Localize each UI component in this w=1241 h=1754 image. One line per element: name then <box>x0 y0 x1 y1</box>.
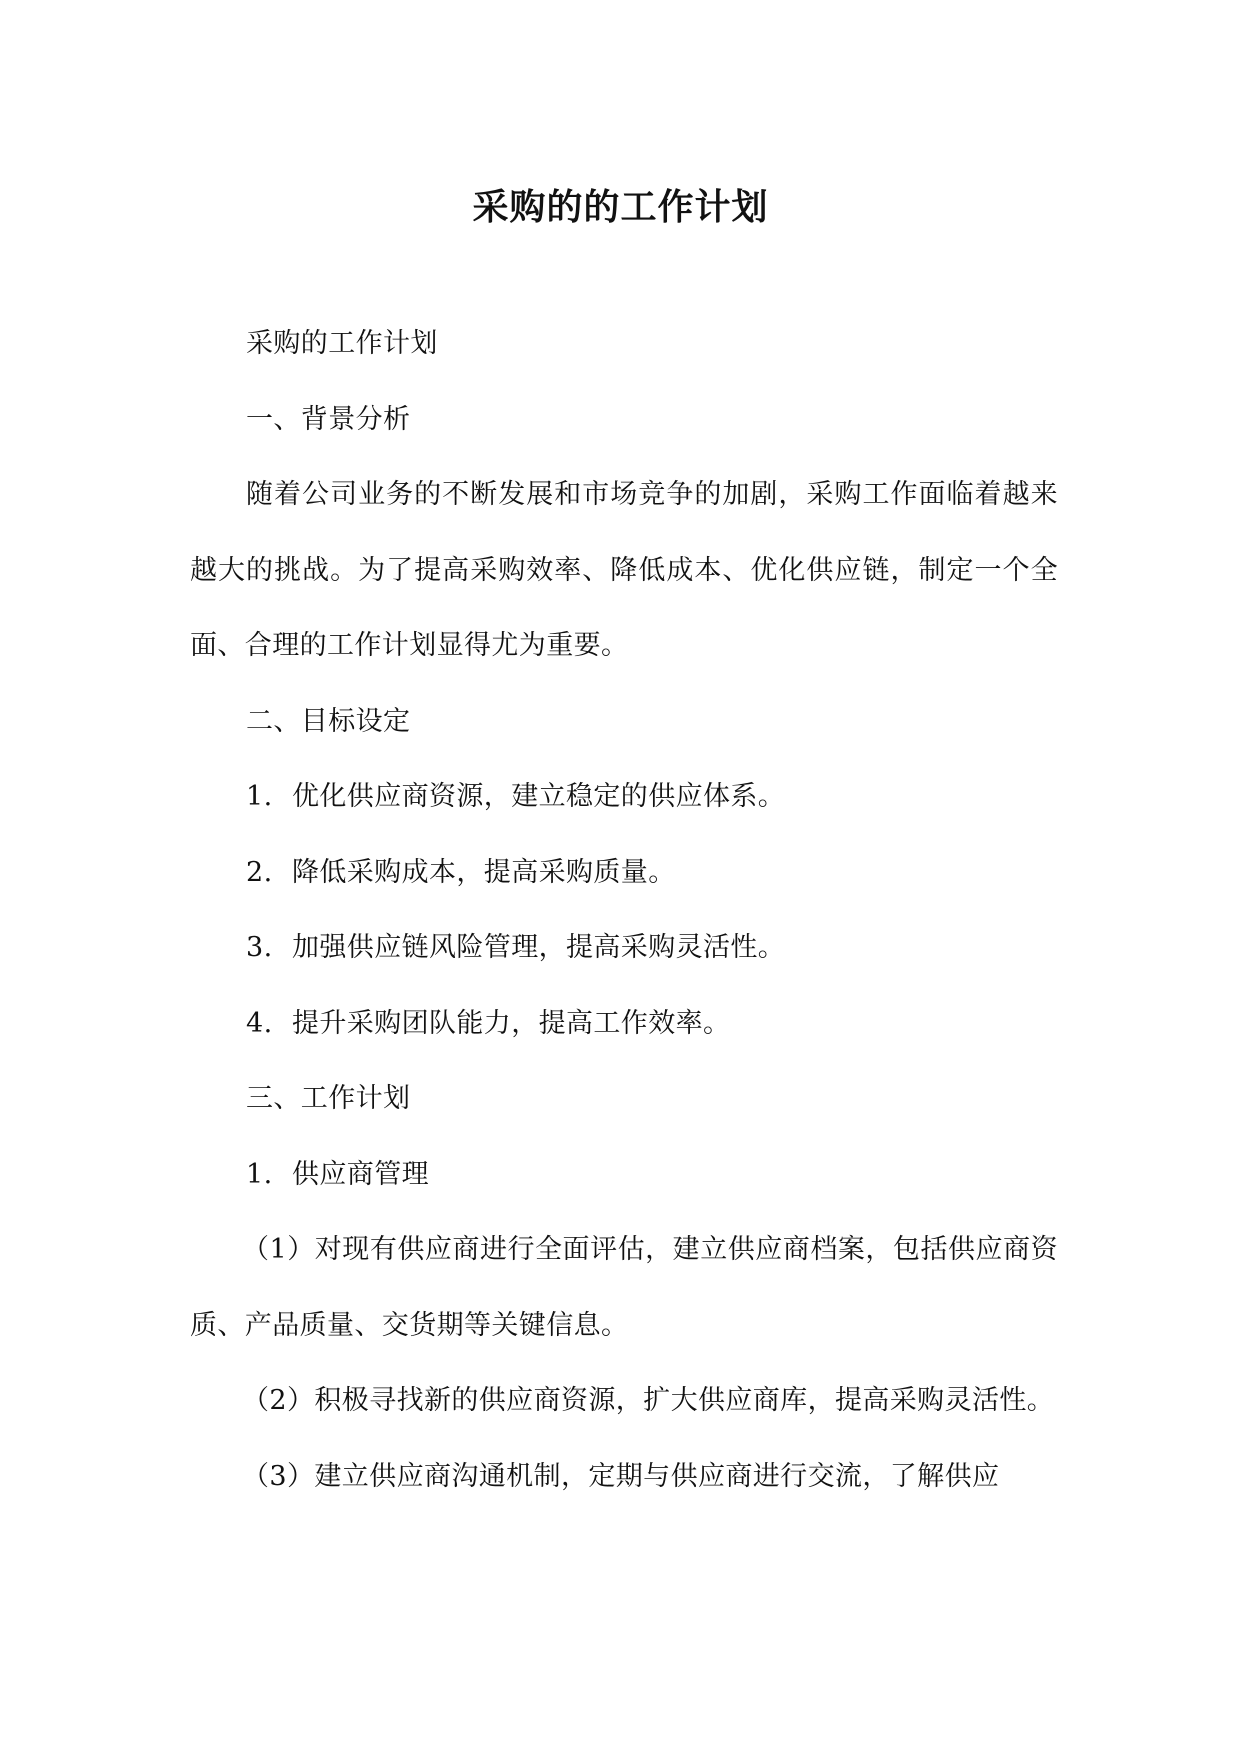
goal-text: 优化供应商资源，建立稳定的供应体系。 <box>292 781 786 812</box>
heading-goals: 二、目标设定 <box>246 705 411 737</box>
sub-item: （3）建立供应商沟通机制，定期与供应商进行交流，了解供应 <box>242 1460 1000 1492</box>
sub-item: （1）对现有供应商进行全面评估，建立供应商档案，包括供应商资质、产品质量、交货期等关键信息。 <box>190 1234 1058 1341</box>
plan-item-text: 供应商管理 <box>292 1158 429 1190</box>
sub-item: （2）积极寻找新的供应商资源，扩大供应商库，提高采购灵活性。 <box>242 1385 1055 1416</box>
goal-text: 加强供应链风险管理，提高采购灵活性。 <box>292 932 786 963</box>
goal-item <box>190 910 1058 986</box>
goal-number: 3. <box>246 932 273 963</box>
paragraph-subtitle: 采购的工作计划 <box>246 328 438 359</box>
paragraph-background: 随着公司业务的不断发展和市场竞争的加剧，采购工作面临着越来越大的挑战。为了提高采购效率、降低成本、优化供应链，制定一个全面、合理的工作计划显得尤为重要。 <box>190 479 1058 661</box>
goal-text: 提升采购团队能力，提高工作效率。 <box>292 1007 731 1039</box>
goal-number: 1. <box>246 781 273 812</box>
heading-background: 一、背景分析 <box>246 403 411 435</box>
goal-number: 2. <box>246 856 273 888</box>
document-body <box>190 306 1058 1514</box>
plan-item-number: 1. <box>246 1158 273 1190</box>
document-title: 采购的的工作计划 <box>472 187 769 228</box>
goal-number: 4. <box>246 1007 273 1039</box>
goal-item <box>190 759 1058 835</box>
goal-item <box>190 986 1058 1062</box>
goal-item <box>190 835 1058 911</box>
goal-text: 降低采购成本，提高采购质量。 <box>292 856 676 888</box>
heading-plan: 三、工作计划 <box>246 1083 411 1114</box>
plan-item <box>190 1137 1058 1213</box>
